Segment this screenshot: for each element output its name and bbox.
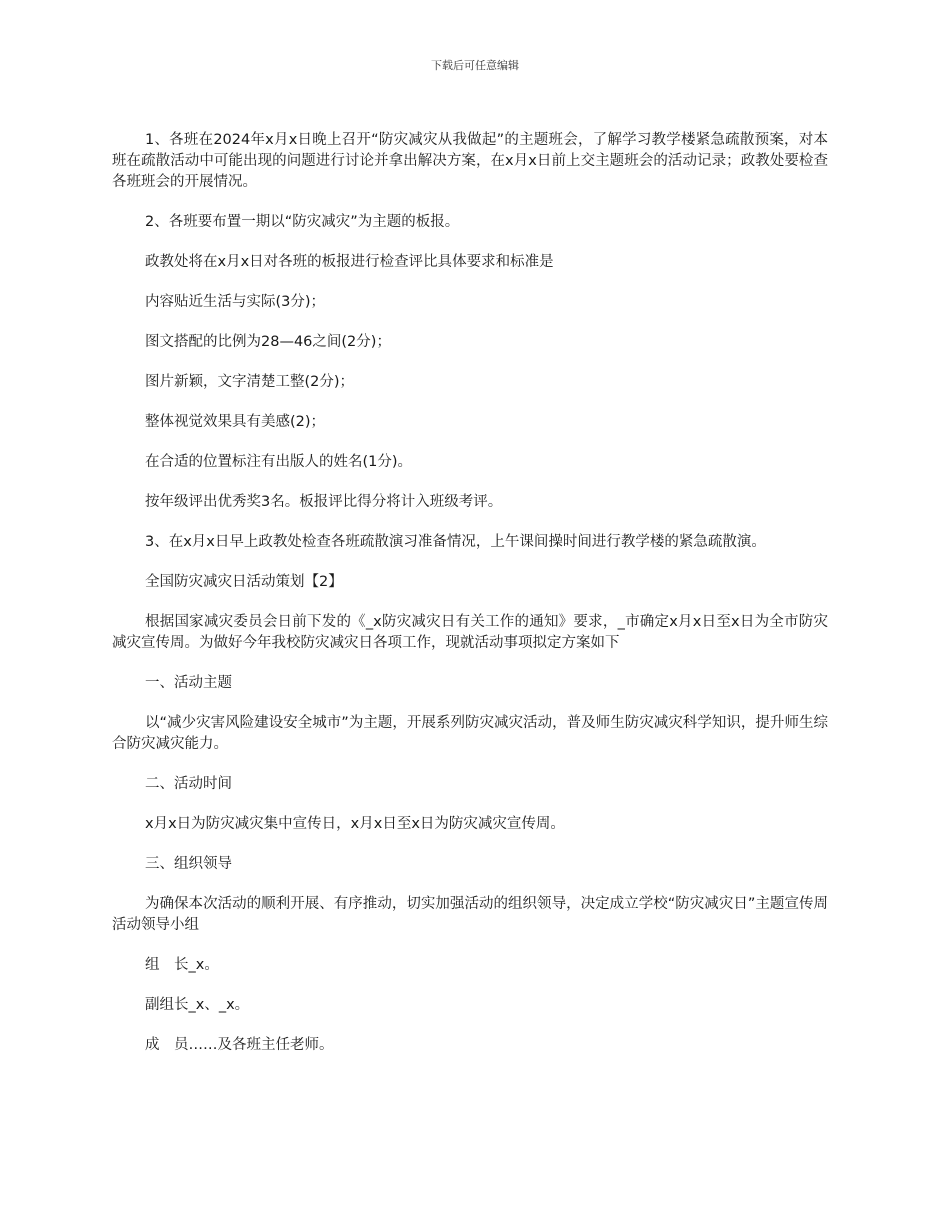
criterion-content: 内容贴近生活与实际(3分)； [145,294,326,310]
paragraph-intro: 根据国家减灾委员会日前下发的《_x防灾减灾日有关工作的通知》要求，_市确定x月x日至x日为全市防灾减灾宣传周。为做好今年我校防灾减灾日各项工作，现就活动事项拟定方案如下 [112,614,828,651]
section-title-2: 全国防灾减灾日活动策划【2】 [145,574,343,590]
paragraph-awards: 按年级评出优秀奖3名。板报评比得分将计入班级考评。 [145,494,503,510]
heading-leadership: 三、组织领导 [145,856,232,872]
heading-time: 二、活动时间 [145,776,232,792]
paragraph-item-1: 1、各班在2024年x月x日晚上召开“防灾减灾从我做起”的主题班会，了解学习教学楼紧急疏散预案，对本班在疏散活动中可能出现的问题进行讨论并拿出解决方案，在x月x日前上交主题班会的活动记录；政教处要检查各班班会的开展情况。 [112,132,828,190]
paragraph-item-3: 3、在x月x日早上政教处检查各班疏散演习准备情况，上午课间操时间进行教学楼的紧急疏散演。 [145,534,766,550]
page-header: 下载后可任意编辑 [431,59,519,72]
deputy-leader-line: 副组长_x、_x。 [145,997,250,1013]
heading-theme: 一、活动主题 [145,675,232,691]
document-body [112,130,828,1056]
paragraph-time: x月x日为防灾减灾集中宣传日，x月x日至x日为防灾减灾宣传周。 [145,816,565,832]
criterion-publisher-name: 在合适的位置标注有出版人的姓名(1分)。 [145,454,413,470]
criterion-visual-effect: 整体视觉效果具有美感(2)； [145,414,326,430]
paragraph-theme: 以“减少灾害风险建设安全城市”为主题，开展系列防灾减灾活动，普及师生防灾减灾科学知识，提升师生综合防灾减灾能力。 [112,715,828,752]
paragraph-inspection: 政教处将在x月x日对各班的板报进行检查评比具体要求和标准是 [145,254,554,270]
criterion-layout-ratio: 图文搭配的比例为28—46之间(2分)； [145,334,391,350]
paragraph-leadership: 为确保本次活动的顺利开展、有序推动，切实加强活动的组织领导，决定成立学校“防灾减灾日”主题宣传周活动领导小组 [112,896,828,933]
members-line: 成 员……及各班主任老师。 [145,1037,334,1053]
paragraph-item-2: 2、各班要布置一期以“防灾减灾”为主题的板报。 [145,214,460,230]
leader-line: 组 长_x。 [145,957,219,973]
criterion-images-text: 图片新颖，文字清楚工整(2分)； [145,374,355,390]
